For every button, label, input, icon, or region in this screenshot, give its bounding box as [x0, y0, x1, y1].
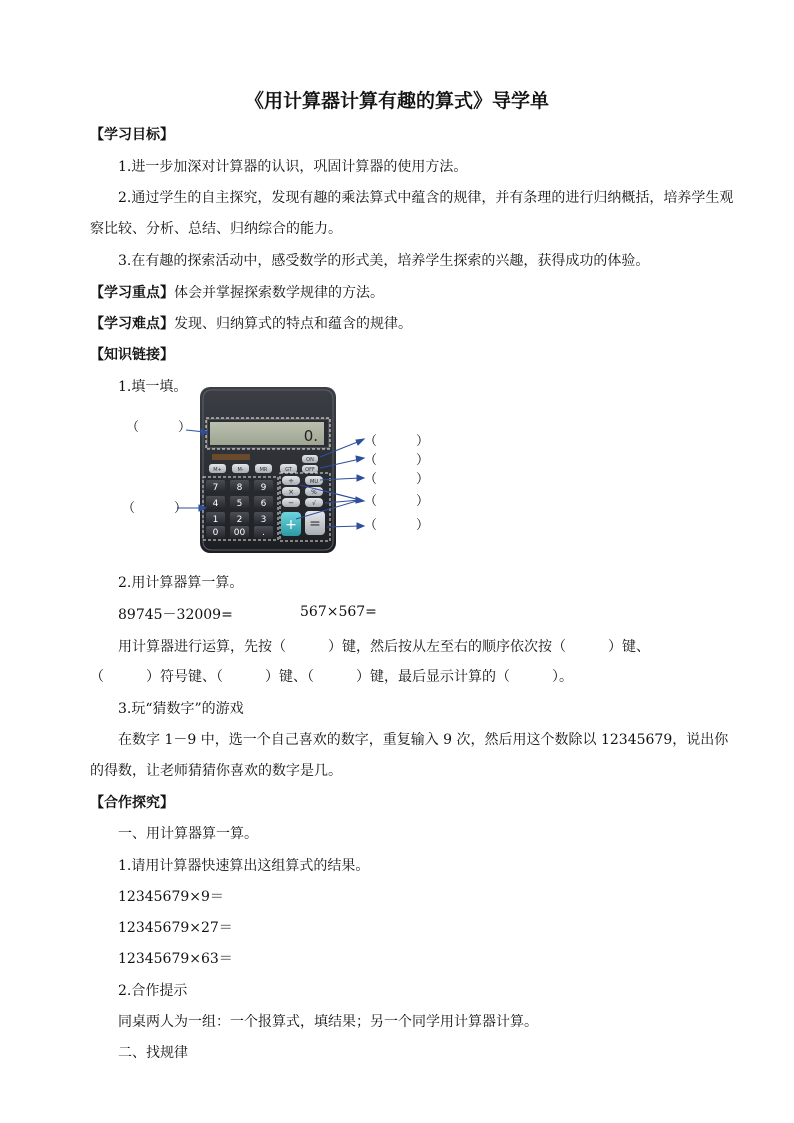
fill-line-2: （ ）符号键、（ ）键、（ ）键，最后显示计算的（ ）。 [90, 669, 573, 685]
coop-heading: 【合作探究】 [90, 795, 174, 811]
svg-text:ON: ON [306, 457, 314, 463]
objective-1: 1.进一步加深对计算器的认识，巩固计算器的使用方法。 [118, 159, 468, 175]
expression-1: 89745－32009= [118, 607, 233, 623]
section-2: 二、找规律 [118, 1045, 188, 1061]
svg-text:0: 0 [212, 528, 219, 538]
svg-text:M-: M- [237, 467, 244, 473]
equation-1: 12345679×9＝ [118, 889, 224, 905]
game-line-1: 在数字 1－9 中，选一个自己喜欢的数字，重复输入 9 次，然后用这个数除以 12345679，说出你 [118, 732, 729, 748]
svg-text:÷: ÷ [288, 477, 294, 485]
objective-2-line-2: 察比较、分析、总结、归纳综合的能力。 [90, 221, 342, 237]
svg-text:7: 7 [212, 483, 219, 493]
objective-3: 3.在有趣的探索活动中，感受数学的形式美，培养学生探索的兴趣，获得成功的体验。 [118, 253, 650, 269]
blank-off-key: （ ） [364, 453, 430, 468]
svg-text:9: 9 [260, 483, 267, 493]
objectives-heading: 【学习目标】 [90, 127, 174, 143]
expression-2: 567×567= [300, 604, 377, 620]
svg-text:1: 1 [212, 515, 219, 525]
svg-text:GT: GT [285, 467, 292, 473]
svg-text:6: 6 [260, 499, 267, 509]
svg-text:.: . [262, 528, 265, 538]
blank-clear-key: （ ） [364, 472, 430, 487]
objective-2-line-1: 2.通过学生的自主探究，发现有趣的乘法算式中蕴含的规律，并有条理的进行归纳概括，培养学生观 [118, 190, 734, 206]
svg-text:MR: MR [259, 467, 268, 473]
svg-text:+: + [285, 517, 297, 533]
svg-text:=: = [309, 516, 321, 532]
difficulty-label: 【学习难点】 [90, 316, 174, 332]
equation-2: 12345679×27＝ [118, 920, 233, 936]
svg-text:00: 00 [233, 528, 246, 538]
svg-text:OFF: OFF [305, 467, 315, 473]
coop-task-2: 2.合作提示 [118, 983, 188, 999]
blank-on-key: （ ） [364, 434, 430, 449]
game-line-2: 的得数，让老师猜猜你喜欢的数字是几。 [90, 763, 342, 779]
svg-text:M+: M+ [213, 467, 222, 473]
task-3: 3.玩“猜数字”的游戏 [118, 701, 244, 717]
svg-text:MU: MU [310, 479, 318, 485]
blank-equals-key: （ ） [364, 518, 430, 533]
key-point-label: 【学习重点】 [90, 285, 174, 301]
svg-text:4: 4 [212, 499, 219, 509]
page-title: 《用计算器计算有趣的算式》导学单 [244, 90, 549, 112]
key-point-text: 体会并掌握探索数学规律的方法。 [174, 285, 384, 301]
display-value: 0. [303, 427, 318, 445]
difficulty-text: 发现、归纳算式的特点和蕴含的规律。 [174, 316, 412, 332]
svg-text:5: 5 [236, 499, 243, 509]
fill-line-1: 用计算器进行运算，先按（ ）键，然后按从左至右的顺序依次按（ ）键、 [118, 639, 650, 655]
knowledge-heading: 【知识链接】 [90, 347, 174, 363]
key-point [90, 282, 384, 302]
difficulty [90, 313, 412, 333]
task-1: 1.填一填。 [118, 379, 188, 395]
coop-task-1: 1.请用计算器快速算出这组算式的结果。 [118, 858, 370, 874]
svg-text:8: 8 [236, 483, 243, 493]
task-2: 2.用计算器算一算。 [118, 575, 244, 591]
blank-display: （ ） [126, 420, 192, 435]
number-keys [206, 480, 273, 538]
svg-text:2: 2 [236, 515, 243, 525]
calculator-diagram [0, 385, 794, 585]
section-1: 一、用计算器算一算。 [118, 826, 258, 842]
blank-operator-keys: （ ） [364, 494, 430, 509]
equation-3: 12345679×63＝ [118, 951, 233, 967]
blank-number-keys: （ ） [122, 501, 188, 516]
svg-text:%: % [311, 489, 317, 496]
svg-text:−: − [288, 499, 294, 507]
svg-text:3: 3 [260, 515, 267, 525]
svg-text:√: √ [312, 500, 316, 507]
svg-text:×: × [288, 488, 294, 496]
coop-hint: 同桌两人为一组：一个报算式，填结果；另一个同学用计算器计算。 [118, 1014, 538, 1030]
